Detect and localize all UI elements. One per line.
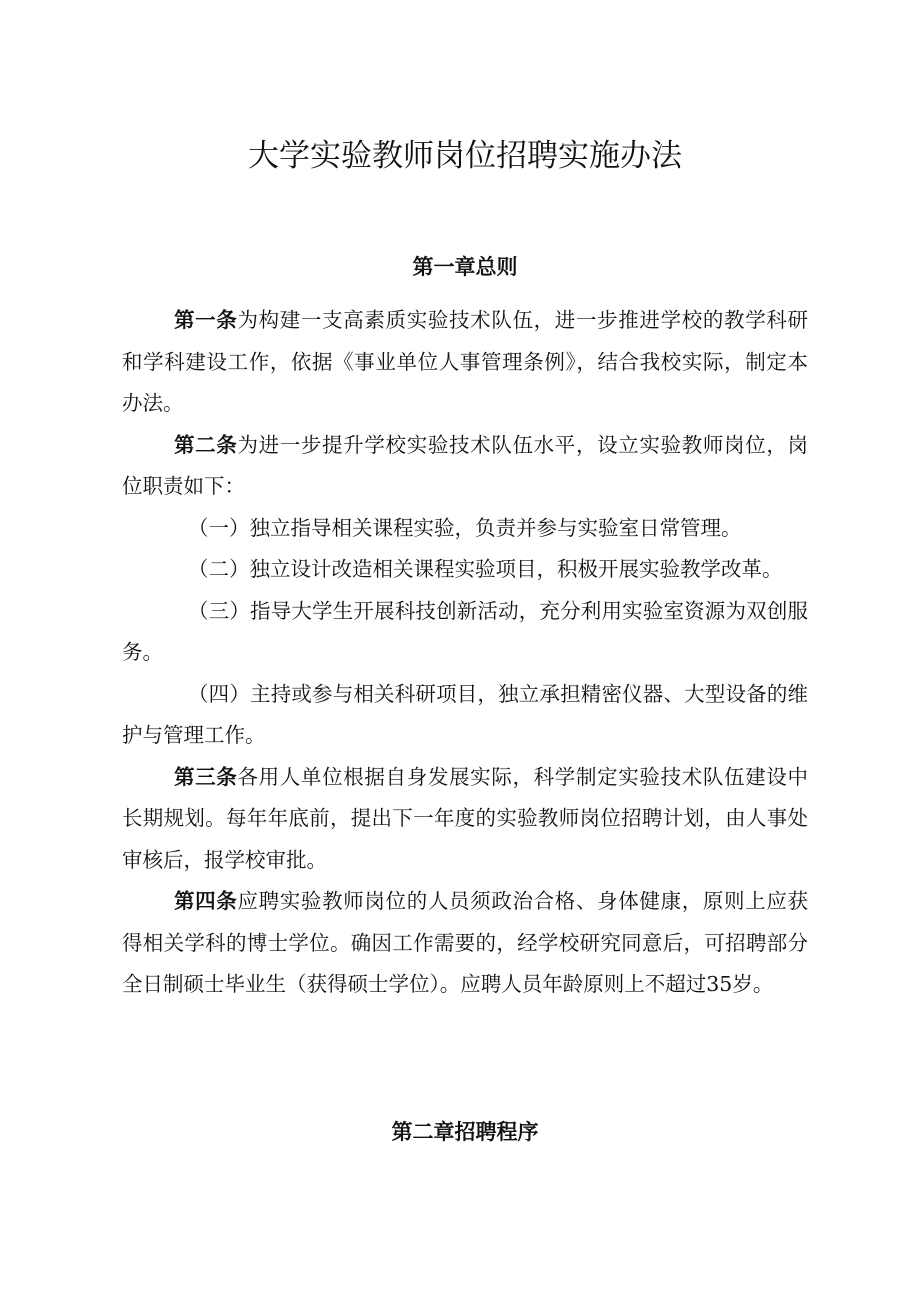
document-title: 大学实验教师岗位招聘实施办法: [248, 138, 682, 174]
duty-item-2: （二）独立设计改造相关课程实验项目，积极开展实验教学改革。: [188, 557, 783, 581]
article-4: [122, 881, 808, 1006]
article-4-label: 第四条: [174, 889, 238, 913]
duty-item-3: （三）指导大学生开展科技创新活动，充分利用实验室资源为双创服务。: [122, 598, 808, 664]
article-1: [122, 300, 808, 425]
article-3: [122, 757, 808, 882]
article-2: [122, 425, 808, 508]
chapter-1-body: [122, 300, 808, 1006]
article-3-text: 各用人单位根据自身发展实际，科学制定实验技术队伍建设中长期规划。每年年底前，提出下一年度的实验教师岗位招聘计划，由人事处审核后，报学校审批。: [122, 764, 809, 872]
article-3-label: 第三条: [174, 764, 238, 789]
chapter-2-heading: 第二章招聘程序: [391, 1120, 539, 1144]
article-1-label: 第一条: [174, 308, 238, 332]
article-4-text: 应聘实验教师岗位的人员须政治合格、身体健康，原则上应获得相关学科的博士学位。确因工作需要的，经学校研究同意后，可招聘部分全日制硕士毕业生（获得硕士学位）。应聘人员年龄原则上不超过35岁。: [122, 889, 809, 996]
article-2-text: 为进一步提升学校实验技术队伍水平，设立实验教师岗位，岗位职责如下：: [122, 432, 809, 498]
chapter-1-heading: 第一章总则: [412, 255, 518, 279]
duty-item-4: （四）主持或参与相关科研项目，独立承担精密仪器、大型设备的维护与管理工作。: [122, 681, 808, 747]
article-1-text: 为构建一支高素质实验技术队伍，进一步推进学校的教学科研和学科建设工作，依据《事业单位人事管理条例》，结合我校实际，制定本办法。: [122, 308, 809, 415]
article-2-label: 第二条: [174, 432, 238, 457]
duty-item-1: （一）独立指导相关课程实验，负责并参与实验室日常管理。: [188, 515, 742, 540]
